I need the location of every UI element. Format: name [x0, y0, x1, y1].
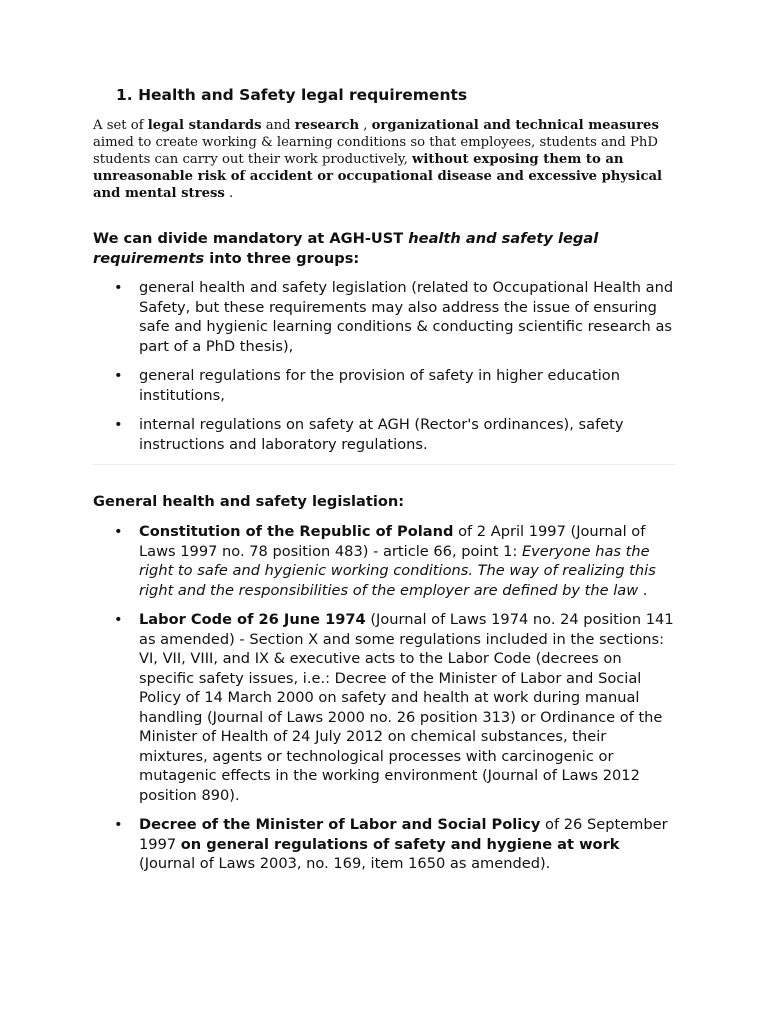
- intro-bold-risk: without exposing them to an unreasonable risk of accident or occupational disease and excessive physical and mental stress: [93, 152, 663, 201]
- item-text: (Journal of Laws 2003, no. 169, item 1650 as amended).: [139, 855, 551, 872]
- intro-bold-research: research: [294, 118, 360, 133]
- intro-bold-legal-standards: legal standards: [147, 118, 262, 133]
- intro-text: A set of: [93, 118, 148, 133]
- item-text: of 26 September 1997: [139, 816, 668, 853]
- intro-text: ,: [359, 118, 372, 133]
- legislation-list: [93, 522, 678, 874]
- list-item: [93, 815, 678, 874]
- decree-title: Decree of the Minister of Labor and Social Policy: [139, 816, 541, 833]
- intro-text: and: [261, 118, 295, 133]
- list-item: • internal regulations on safety at AGH (Rector's ordinances), safety instructions and laboratory regulations.: [93, 415, 678, 454]
- divider: [93, 464, 675, 465]
- groups-heading-start: We can divide mandatory at AGH-UST: [93, 230, 409, 247]
- section-heading: 1. Health and Safety legal requirements: [116, 86, 468, 104]
- constitution-title: Constitution of the Republic of Poland: [139, 523, 454, 540]
- intro-text: .: [224, 186, 234, 201]
- intro-text: aimed to create working & learning conditions so that employees, students and PhD students can carry out their work productively,: [93, 135, 658, 167]
- constitution-quote: Everyone has the right to safe and hygienic working conditions. The way of realizing this right and the responsibilities of the employer are defined by the law: [139, 542, 656, 599]
- item-text: .: [638, 581, 648, 599]
- list-item: [93, 610, 678, 805]
- list-item: • general health and safety legislation (related to Occupational Health and Safety, but these requirements may also address the issue of ensuring safe and hygienic learning conditions & conducting scientific research as part of a PhD thesis),: [93, 278, 678, 356]
- groups-list: [93, 278, 678, 454]
- list-item: [93, 522, 678, 600]
- intro-paragraph: [93, 117, 683, 202]
- intro-bold-measures: organizational and technical measures: [371, 118, 659, 133]
- list-item: • general regulations for the provision of safety in higher education institutions,: [93, 366, 678, 405]
- decree-subject: on general regulations of safety and hygiene at work: [180, 835, 620, 853]
- labor-code-title: Labor Code of 26 June 1974: [139, 611, 366, 628]
- item-text: of 2 April 1997 (Journal of Laws 1997 no. 78 position 483) - article 66, point 1:: [139, 523, 646, 560]
- groups-heading: [93, 229, 653, 268]
- groups-heading-italic: health and safety legal requirements: [93, 230, 599, 267]
- item-text: (Journal of Laws 1974 no. 24 position 141 as amended) - Section X and some regulations included in the sections: VI, VII, VIII, and IX & executive acts to the Labor Code (decrees on specific safety issues, i.e.: Decree of the Minister of Labor and Social Policy of 14 March 2000 on safety and health at work during manual handling (Journal of Laws 2000 no. 26 position 313) or Ordinance of the Minister of Health of 24 July 2012 on chemical substances, their mixtures, agents or technological processes with carcinogenic or mutagenic effects in the working environment (Journal of Laws 2012 position 890).: [139, 611, 674, 804]
- groups-heading-end: into three groups:: [204, 249, 360, 267]
- legislation-heading: General health and safety legislation:: [93, 493, 405, 510]
